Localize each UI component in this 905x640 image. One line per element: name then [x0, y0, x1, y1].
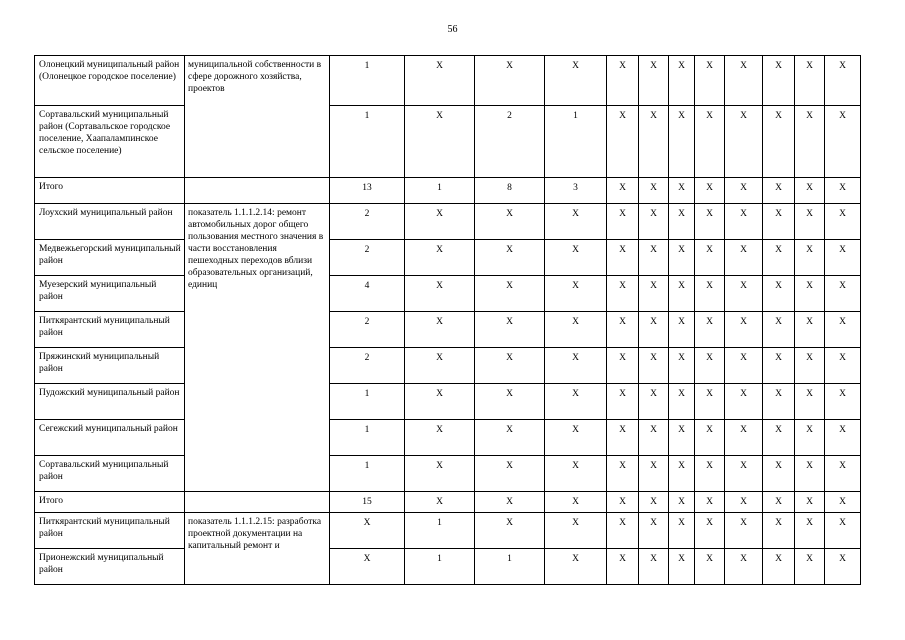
- value-cell: 1: [330, 420, 405, 456]
- value-cell: X: [795, 106, 825, 178]
- value-cell: X: [639, 348, 669, 384]
- value-cell: X: [695, 56, 725, 106]
- value-cell: X: [545, 204, 607, 240]
- table-row: [35, 348, 861, 384]
- value-cell: 1: [330, 456, 405, 492]
- value-cell: X: [405, 348, 475, 384]
- value-cell: X: [607, 240, 639, 276]
- value-cell: X: [695, 106, 725, 178]
- value-cell: X: [669, 276, 695, 312]
- value-cell: X: [639, 312, 669, 348]
- value-cell: X: [545, 549, 607, 585]
- value-cell: 2: [330, 204, 405, 240]
- value-cell: X: [405, 420, 475, 456]
- value-cell: X: [405, 56, 475, 106]
- value-cell: X: [607, 204, 639, 240]
- value-cell: X: [725, 56, 763, 106]
- value-cell: X: [725, 312, 763, 348]
- value-cell: X: [607, 312, 639, 348]
- row-name: Сортавальский муниципальный район (Сортавальское городское поселение, Хаапалампинское сельское поселение): [35, 106, 185, 178]
- table-body: [35, 56, 861, 585]
- value-cell: X: [475, 492, 545, 513]
- table-row: [35, 420, 861, 456]
- value-cell: X: [695, 312, 725, 348]
- value-cell: X: [475, 384, 545, 420]
- indicator-cell: показатель 1.1.1.2.14: ремонт автомобильных дорог общего пользования местного значения в части восстановления пешеходных переходов вблизи образовательных организаций, единиц: [185, 204, 330, 492]
- value-cell: X: [695, 513, 725, 549]
- row-name: Питкярантский муниципальный район: [35, 312, 185, 348]
- value-cell: X: [795, 312, 825, 348]
- empty-cell: [185, 178, 330, 204]
- value-cell: X: [763, 420, 795, 456]
- row-name: Сегежский муниципальный район: [35, 420, 185, 456]
- value-cell: X: [669, 204, 695, 240]
- value-cell: X: [669, 348, 695, 384]
- value-cell: X: [545, 56, 607, 106]
- value-cell: X: [763, 513, 795, 549]
- value-cell: 2: [330, 240, 405, 276]
- value-cell: X: [795, 178, 825, 204]
- value-cell: X: [825, 420, 861, 456]
- value-cell: X: [763, 178, 795, 204]
- value-cell: X: [763, 56, 795, 106]
- table-row: [35, 178, 861, 204]
- value-cell: X: [825, 276, 861, 312]
- value-cell: X: [545, 492, 607, 513]
- value-cell: X: [825, 204, 861, 240]
- value-cell: X: [825, 384, 861, 420]
- row-name: Муезерский муниципальный район: [35, 276, 185, 312]
- value-cell: 1: [330, 56, 405, 106]
- row-name: Олонецкий муниципальный район (Олонецкое городское поселение): [35, 56, 185, 106]
- value-cell: X: [725, 204, 763, 240]
- value-cell: X: [763, 348, 795, 384]
- value-cell: X: [639, 456, 669, 492]
- row-name: Прионежский муниципальный район: [35, 549, 185, 585]
- value-cell: X: [669, 56, 695, 106]
- indicator-cell: муниципальной собственности в сфере дорожного хозяйства, проектов: [185, 56, 330, 178]
- value-cell: 1: [545, 106, 607, 178]
- table-row: [35, 456, 861, 492]
- value-cell: X: [475, 312, 545, 348]
- value-cell: X: [330, 513, 405, 549]
- value-cell: X: [725, 348, 763, 384]
- value-cell: 2: [475, 106, 545, 178]
- value-cell: X: [725, 240, 763, 276]
- value-cell: X: [639, 549, 669, 585]
- row-name: Пряжинский муниципальный район: [35, 348, 185, 384]
- row-name: Итого: [35, 492, 185, 513]
- value-cell: X: [405, 312, 475, 348]
- value-cell: X: [725, 178, 763, 204]
- value-cell: X: [825, 456, 861, 492]
- value-cell: X: [639, 420, 669, 456]
- value-cell: X: [825, 348, 861, 384]
- value-cell: X: [607, 492, 639, 513]
- value-cell: X: [639, 178, 669, 204]
- table-row: [35, 106, 861, 178]
- value-cell: 4: [330, 276, 405, 312]
- value-cell: X: [795, 204, 825, 240]
- row-name: Медвежьегорский муниципальный район: [35, 240, 185, 276]
- table-row: [35, 513, 861, 549]
- table-row: [35, 276, 861, 312]
- value-cell: X: [545, 240, 607, 276]
- value-cell: X: [475, 513, 545, 549]
- value-cell: X: [607, 56, 639, 106]
- value-cell: X: [695, 204, 725, 240]
- value-cell: X: [763, 276, 795, 312]
- value-cell: X: [607, 513, 639, 549]
- value-cell: X: [763, 549, 795, 585]
- row-name: Итого: [35, 178, 185, 204]
- table-row: [35, 204, 861, 240]
- value-cell: 13: [330, 178, 405, 204]
- value-cell: X: [695, 240, 725, 276]
- value-cell: 1: [475, 549, 545, 585]
- value-cell: X: [795, 492, 825, 513]
- value-cell: X: [405, 492, 475, 513]
- value-cell: 15: [330, 492, 405, 513]
- data-table: [34, 55, 861, 585]
- value-cell: X: [639, 384, 669, 420]
- row-name: Пудожский муниципальный район: [35, 384, 185, 420]
- value-cell: X: [725, 420, 763, 456]
- value-cell: X: [763, 106, 795, 178]
- value-cell: 3: [545, 178, 607, 204]
- value-cell: X: [475, 420, 545, 456]
- indicator-cell: показатель 1.1.1.2.15: разработка проектной документации на капитальный ремонт и: [185, 513, 330, 585]
- value-cell: X: [763, 312, 795, 348]
- value-cell: X: [545, 384, 607, 420]
- value-cell: X: [695, 420, 725, 456]
- value-cell: X: [607, 178, 639, 204]
- row-name: Сортавальский муниципальный район: [35, 456, 185, 492]
- value-cell: X: [825, 178, 861, 204]
- value-cell: X: [405, 106, 475, 178]
- value-cell: X: [695, 492, 725, 513]
- value-cell: X: [795, 456, 825, 492]
- value-cell: X: [825, 106, 861, 178]
- value-cell: X: [545, 348, 607, 384]
- value-cell: X: [405, 240, 475, 276]
- value-cell: X: [725, 492, 763, 513]
- value-cell: X: [639, 276, 669, 312]
- value-cell: X: [695, 348, 725, 384]
- page-number: 56: [447, 24, 458, 35]
- value-cell: X: [607, 106, 639, 178]
- value-cell: X: [475, 456, 545, 492]
- value-cell: X: [639, 492, 669, 513]
- value-cell: X: [669, 456, 695, 492]
- value-cell: X: [695, 384, 725, 420]
- value-cell: X: [607, 549, 639, 585]
- value-cell: X: [545, 456, 607, 492]
- value-cell: X: [639, 204, 669, 240]
- value-cell: X: [669, 384, 695, 420]
- value-cell: X: [795, 240, 825, 276]
- row-name: Питкярантский муниципальный район: [35, 513, 185, 549]
- table-row: [35, 492, 861, 513]
- value-cell: X: [475, 276, 545, 312]
- table-row: [35, 240, 861, 276]
- empty-cell: [185, 492, 330, 513]
- table-row: [35, 312, 861, 348]
- value-cell: X: [695, 178, 725, 204]
- row-name: Лоухский муниципальный район: [35, 204, 185, 240]
- value-cell: 1: [330, 384, 405, 420]
- value-cell: 8: [475, 178, 545, 204]
- value-cell: X: [669, 549, 695, 585]
- value-cell: X: [825, 513, 861, 549]
- value-cell: 1: [330, 106, 405, 178]
- value-cell: X: [545, 420, 607, 456]
- value-cell: X: [475, 204, 545, 240]
- value-cell: X: [763, 456, 795, 492]
- value-cell: X: [695, 456, 725, 492]
- value-cell: X: [405, 384, 475, 420]
- value-cell: X: [607, 384, 639, 420]
- value-cell: 2: [330, 348, 405, 384]
- value-cell: X: [695, 549, 725, 585]
- value-cell: X: [545, 276, 607, 312]
- value-cell: X: [795, 513, 825, 549]
- value-cell: X: [795, 56, 825, 106]
- value-cell: X: [825, 549, 861, 585]
- value-cell: X: [545, 513, 607, 549]
- value-cell: X: [725, 513, 763, 549]
- value-cell: 1: [405, 513, 475, 549]
- value-cell: X: [725, 384, 763, 420]
- value-cell: 1: [405, 549, 475, 585]
- value-cell: X: [725, 106, 763, 178]
- value-cell: X: [795, 420, 825, 456]
- value-cell: X: [725, 276, 763, 312]
- value-cell: X: [795, 276, 825, 312]
- value-cell: X: [725, 456, 763, 492]
- value-cell: X: [405, 204, 475, 240]
- value-cell: X: [475, 240, 545, 276]
- value-cell: X: [795, 348, 825, 384]
- value-cell: X: [639, 106, 669, 178]
- value-cell: X: [669, 178, 695, 204]
- value-cell: X: [669, 106, 695, 178]
- value-cell: X: [695, 276, 725, 312]
- value-cell: X: [669, 240, 695, 276]
- value-cell: X: [763, 240, 795, 276]
- value-cell: X: [405, 276, 475, 312]
- value-cell: X: [475, 348, 545, 384]
- value-cell: X: [825, 240, 861, 276]
- value-cell: X: [669, 420, 695, 456]
- value-cell: X: [825, 492, 861, 513]
- value-cell: X: [795, 549, 825, 585]
- value-cell: X: [825, 312, 861, 348]
- value-cell: 2: [330, 312, 405, 348]
- value-cell: X: [607, 276, 639, 312]
- value-cell: X: [763, 384, 795, 420]
- value-cell: X: [405, 456, 475, 492]
- value-cell: X: [763, 492, 795, 513]
- table-row: [35, 549, 861, 585]
- value-cell: X: [669, 312, 695, 348]
- value-cell: X: [639, 56, 669, 106]
- value-cell: X: [475, 56, 545, 106]
- value-cell: X: [545, 312, 607, 348]
- value-cell: X: [639, 513, 669, 549]
- value-cell: X: [607, 456, 639, 492]
- value-cell: X: [763, 204, 795, 240]
- value-cell: 1: [405, 178, 475, 204]
- value-cell: X: [607, 420, 639, 456]
- value-cell: X: [795, 384, 825, 420]
- table-row: [35, 384, 861, 420]
- value-cell: X: [825, 56, 861, 106]
- value-cell: X: [669, 513, 695, 549]
- value-cell: X: [607, 348, 639, 384]
- value-cell: X: [639, 240, 669, 276]
- value-cell: X: [330, 549, 405, 585]
- value-cell: X: [669, 492, 695, 513]
- table-row: [35, 56, 861, 106]
- value-cell: X: [725, 549, 763, 585]
